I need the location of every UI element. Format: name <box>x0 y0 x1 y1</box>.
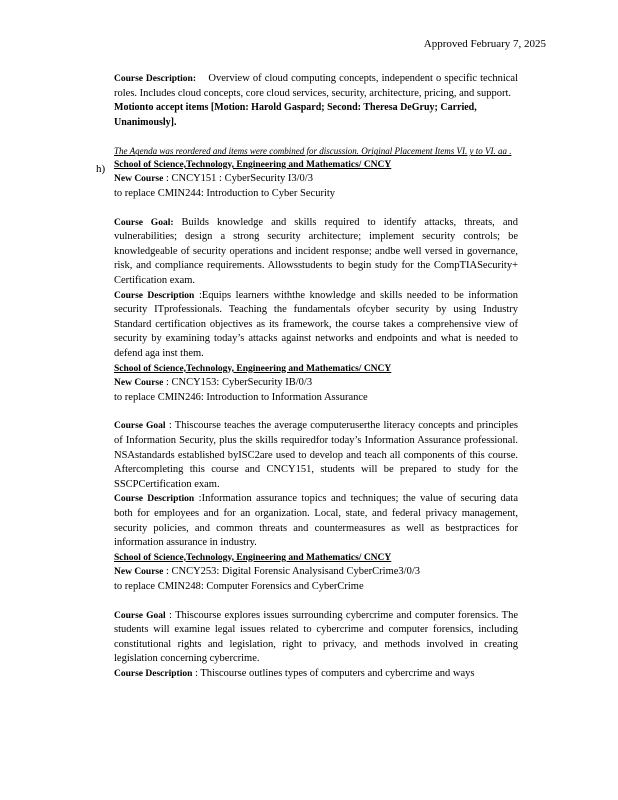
new-course-label: New Course <box>114 567 164 578</box>
new-course-line <box>114 172 518 187</box>
description-text: Overview of cloud computing concepts, independent o specific technical roles. Includes cloud concepts, core cloud services, security, architecture, pricing, and support. <box>114 73 519 99</box>
goal-text: : Thiscourse explores issues surrounding cybercrime and computer forensics. The students will examine legal issues related to cybercrime and computer forensics, including constitutional rights and legislation, right to privacy, and methods involved in creating legislation concerning cybercrime. <box>114 609 518 665</box>
description-label: Course Description: <box>114 74 196 84</box>
new-course-text: : CNCY151 : CyberSecurity I3/0/3 <box>165 173 313 185</box>
department-heading: School of Science,Technology, Engineering and Mathematics/ CNCY <box>114 552 392 563</box>
course-description-paragraph <box>114 72 518 101</box>
description-text: :Information assurance topics and techniques; the value of securing data both for employees and for an organization. Local, state, and federal privacy management, security policies, and common threats and countermeasures as well as bestpractices for information assurance in industry. <box>114 493 519 549</box>
replace-line: to replace CMIN244: Introduction to Cyber Security <box>114 188 336 200</box>
course-description-paragraph <box>114 289 518 362</box>
goal-text: : Thiscourse teaches the average computeruserthe literacy concepts and principles of Information Security, plus the skills requiredfor today’s Information Assurance professional. NSAstandards established byISC2are used to develop and teach all components of this course. Aftercompleting this course and CNCY151, students will be prepared to study for the SSCPCertification exam. <box>114 420 519 490</box>
course-description-paragraph <box>114 667 518 682</box>
new-course-line <box>114 565 518 580</box>
description-text: :Equips learners withthe knowledge and skills needed to be information security ITprofessionals. Teaching the fundamentals ofcyber security by using Industry Standard certification objectives as its framework, the course takes a comprehensive view of security by examining today’s attacks against networks and endpoints and what is needed to defend aga inst them. <box>114 289 519 359</box>
goal-text: Builds knowledge and skills required to identify attacks, threats, and vulnerabilities; design a strong security architecture; implement security controls; be knowledgeable of security operations and incident response; andbe well versed in governance, risk, and compliance requirements. Allowsstudents to begin study for the CompTIASecurity+ Certification exam. <box>114 216 518 287</box>
approval-date: Approved February 7, 2025 <box>423 38 546 50</box>
item-marker: h) <box>96 163 106 175</box>
agenda-note: The Agenda was reordered and items were combined for discussion. Original Placement Items VI. y to VI. aa . <box>114 146 512 157</box>
spacer <box>114 130 518 146</box>
course-description-paragraph <box>114 492 518 550</box>
new-course-label: New Course <box>114 174 164 185</box>
course-goal-paragraph <box>114 419 518 492</box>
description-label: Course Description <box>114 494 195 505</box>
course-goal-paragraph <box>114 216 518 289</box>
replace-line: to replace CMIN246: Introduction to Information Assurance <box>114 391 368 403</box>
description-label: Course Description <box>114 668 193 679</box>
spacer <box>114 202 518 216</box>
new-course-text: : CNCY253: Digital Forensic Analysisand CyberCrime3/0/3 <box>165 566 420 578</box>
replace-line: to replace CMIN248: Computer Forensics and CyberCrime <box>114 580 364 592</box>
motion-text: Motionto accept items [Motion: Harold Gaspard; Second: Theresa DeGruy; Carried, Unanimously]. <box>114 102 477 128</box>
course-goal-paragraph <box>114 609 518 667</box>
new-course-text: : CNCY153: CyberSecurity IB/0/3 <box>165 377 313 389</box>
spacer <box>114 405 518 419</box>
description-text: : Thiscourse outlines types of computers and cybercrime and ways <box>195 667 475 679</box>
new-course-label: New Course <box>114 378 164 389</box>
department-heading: School of Science,Technology, Engineering and Mathematics/ CNCY <box>114 159 392 170</box>
spacer <box>114 595 518 609</box>
goal-label: Course Goal <box>114 421 166 432</box>
goal-label: Course Goal: <box>114 217 174 228</box>
new-course-line <box>114 376 518 391</box>
department-heading: School of Science,Technology, Engineering and Mathematics/ CNCY <box>114 363 392 374</box>
description-label: Course Description <box>114 290 195 301</box>
document-body <box>114 72 518 681</box>
motion-paragraph <box>114 101 518 130</box>
goal-label: Course Goal <box>114 610 166 621</box>
